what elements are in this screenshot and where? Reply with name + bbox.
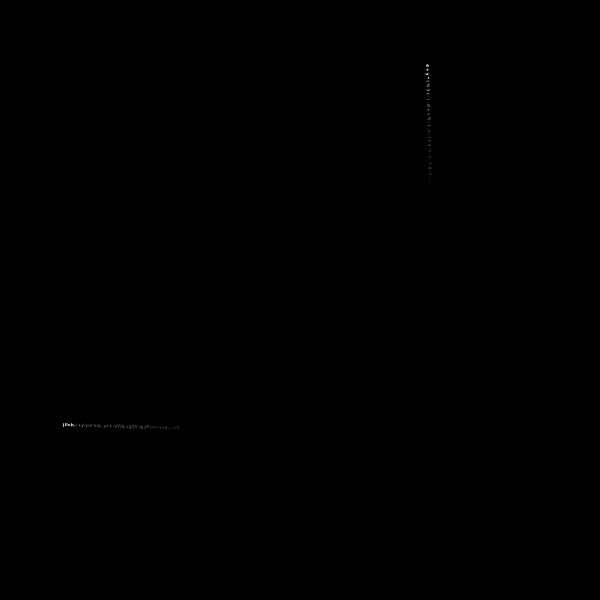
microtext-segment: 4+y* [425,63,431,81]
horizontal-microtext-artifact [63,423,180,430]
microtext-segment: :j+y;i [427,133,433,154]
microtext-segment: t%3c [425,80,431,97]
microtext-segment: !+y'y/v'vi [75,422,98,428]
microtext-segment: -i.d+ [425,96,432,113]
microtext-segment: jllvh. [62,422,76,428]
microtext-segment: v%-t.c [426,112,433,135]
microtext-segment: -.,. [428,176,434,188]
microtext-segment: vg/JV,qj;JF [126,423,150,430]
vertical-microtext-artifact [425,64,433,188]
microtext-segment: ,v/N [170,424,181,431]
microtext-segment: q,.yc+-vV/q, [97,422,127,429]
microtext-segment: -v.+g,s [427,152,434,177]
microtext-segment: vvl--vvq,, [149,424,171,430]
